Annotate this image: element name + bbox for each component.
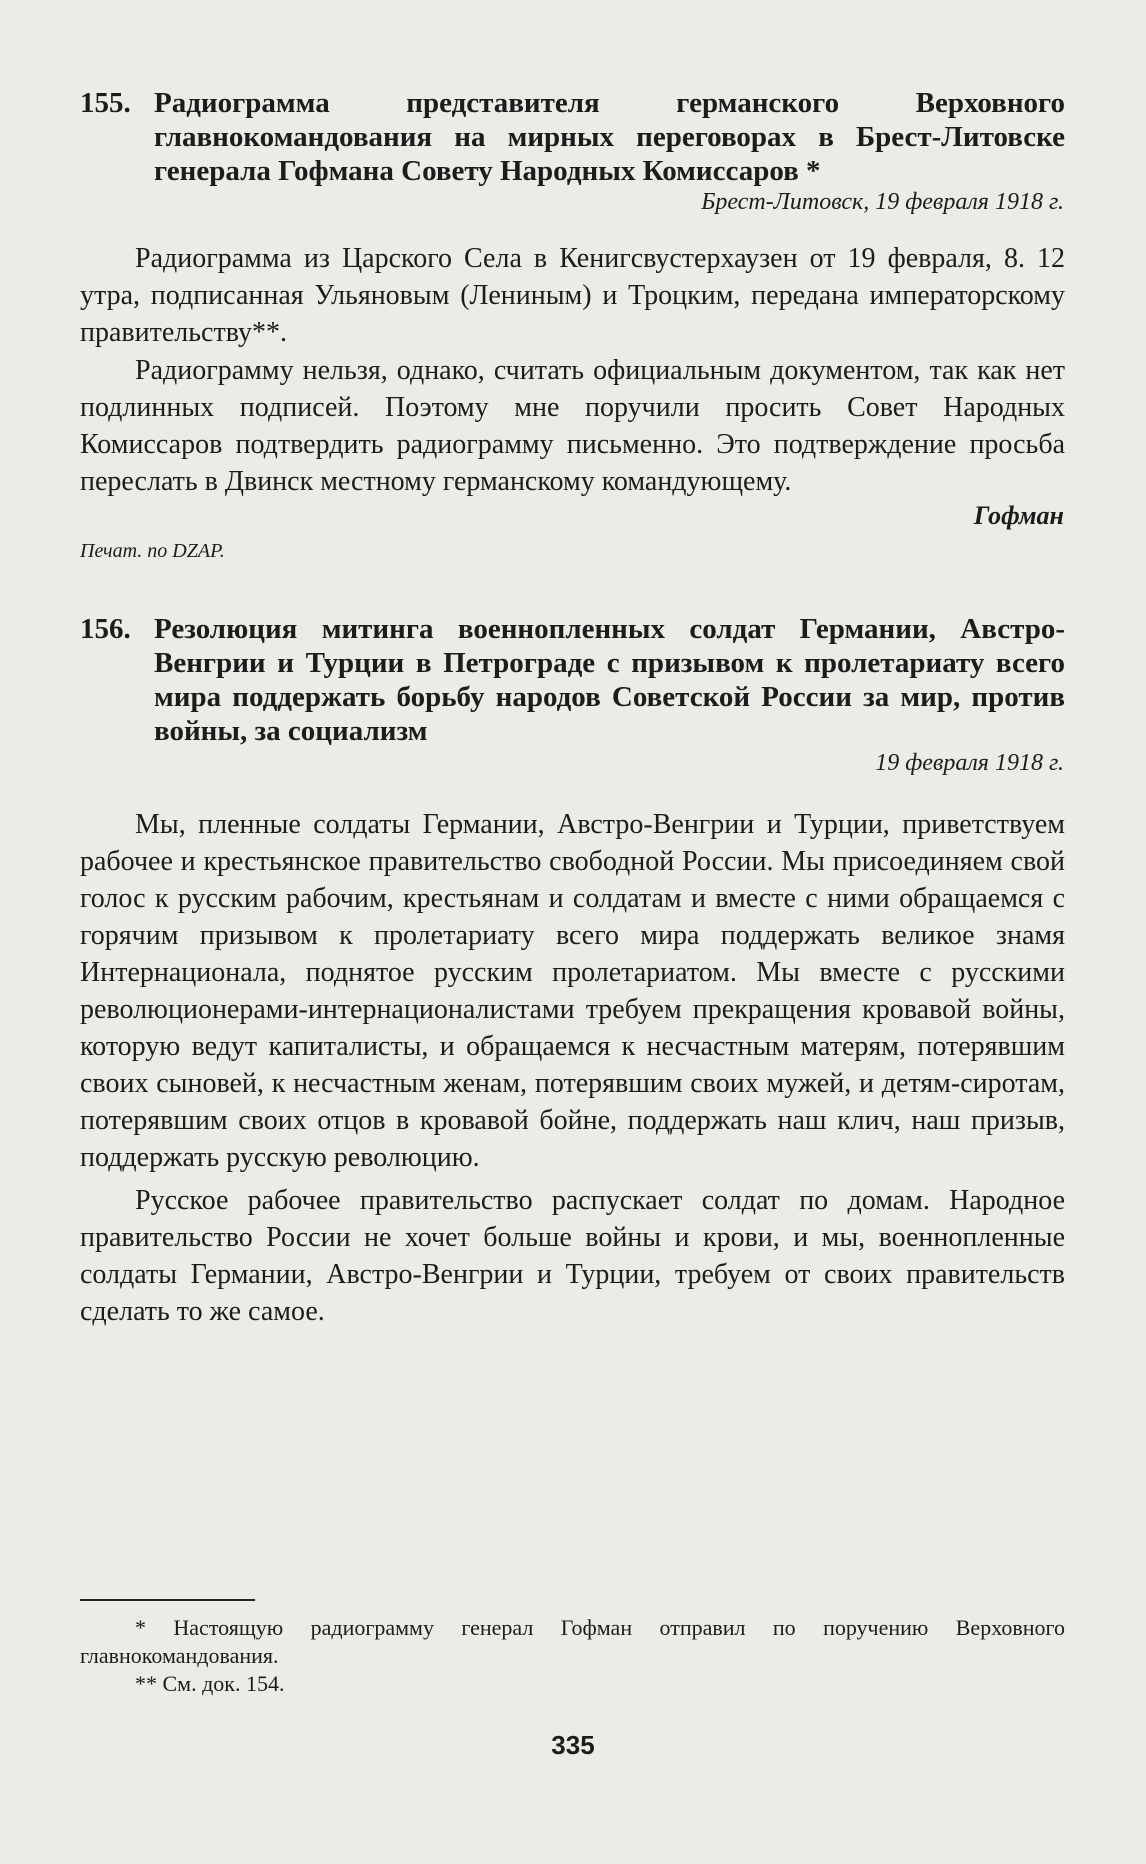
doc-155-heading <box>80 86 1065 188</box>
doc-155-signature: Гофман <box>973 501 1064 530</box>
doc-155-source-note: Печат. по DZAP. <box>80 540 225 562</box>
footnote-1: * Настоящую радиограмму генерал Гофман отправил по поручению Верховного главнокомандования. <box>80 1615 1065 1668</box>
doc-156-heading <box>80 612 1065 748</box>
doc-155-paragraph-1: Радиограмма из Царского Села в Кенигсвустерхаузен от 19 февраля, 8. 12 утра, подписанная Ульяновым (Лениным) и Троцким, передана императорскому правительству**. <box>80 243 1065 348</box>
page-number: 335 <box>551 1730 595 1760</box>
doc-155-place-date: Брест-Литовск, 19 февраля 1918 г. <box>701 189 1064 215</box>
doc-156-paragraph-2: Русское рабочее правительство распускает солдат по домам. Народное правительство России не хочет больше войны и крови, и мы, военнопленные солдаты Германии, Австро-Венгрии и Турции, требуем от своих правительств сделать то же самое. <box>80 1185 1065 1327</box>
doc-155-paragraph-2: Радиограмму нельзя, однако, считать официальным документом, так как нет подлинных подписей. Поэтому мне поручили просить Совет Народных Комиссаров подтвердить радиограмму письменно. Это подтверждение просьба переслать в Двинск местному германскому командующему. <box>80 355 1065 497</box>
doc-155-title: Радиограмма представителя германского Верховного главнокомандования на мирных переговорах в Брест-Литовске генерала Гофмана Совету Народных Комиссаров * <box>154 87 1065 187</box>
doc-156-date: 19 февраля 1918 г. <box>875 750 1064 776</box>
doc-156-paragraph-1: Мы, пленные солдаты Германии, Австро-Венгрии и Турции, приветствуем рабочее и крестьянское правительство свободной России. Мы присоединяем свой голос к русским рабочим, крестьянам и солдатам и вместе с ними обращаемся с горячим призывом к пролетариату всего мира поддержать великое знамя Интернационала, поднятое русским пролетариатом. Мы вместе с русскими революционерами-интернационалистами требуем прекращения кровавой войны, которую ведут капиталисты, и обращаемся к несчастным матерям, потерявшим своих сыновей, к несчастным женам, потерявшим своих мужей, и детям-сиротам, потерявшим своих отцов в кровавой бойне, поддержать наш клич, наш призыв, поддержать русскую революцию. <box>80 809 1065 1173</box>
footnote-2: ** См. док. 154. <box>135 1671 285 1696</box>
doc-155-number: 155. <box>80 87 131 119</box>
doc-156-title: Резолюция митинга военнопленных солдат Германии, Австро-Венгрии и Турции в Петрограде с призывом к пролетариату всего мира поддержать борьбу народов Советской России за мир, против войны, за социализм <box>154 613 1065 747</box>
doc-156-number: 156. <box>80 613 131 645</box>
footnote-divider <box>80 1599 255 1601</box>
